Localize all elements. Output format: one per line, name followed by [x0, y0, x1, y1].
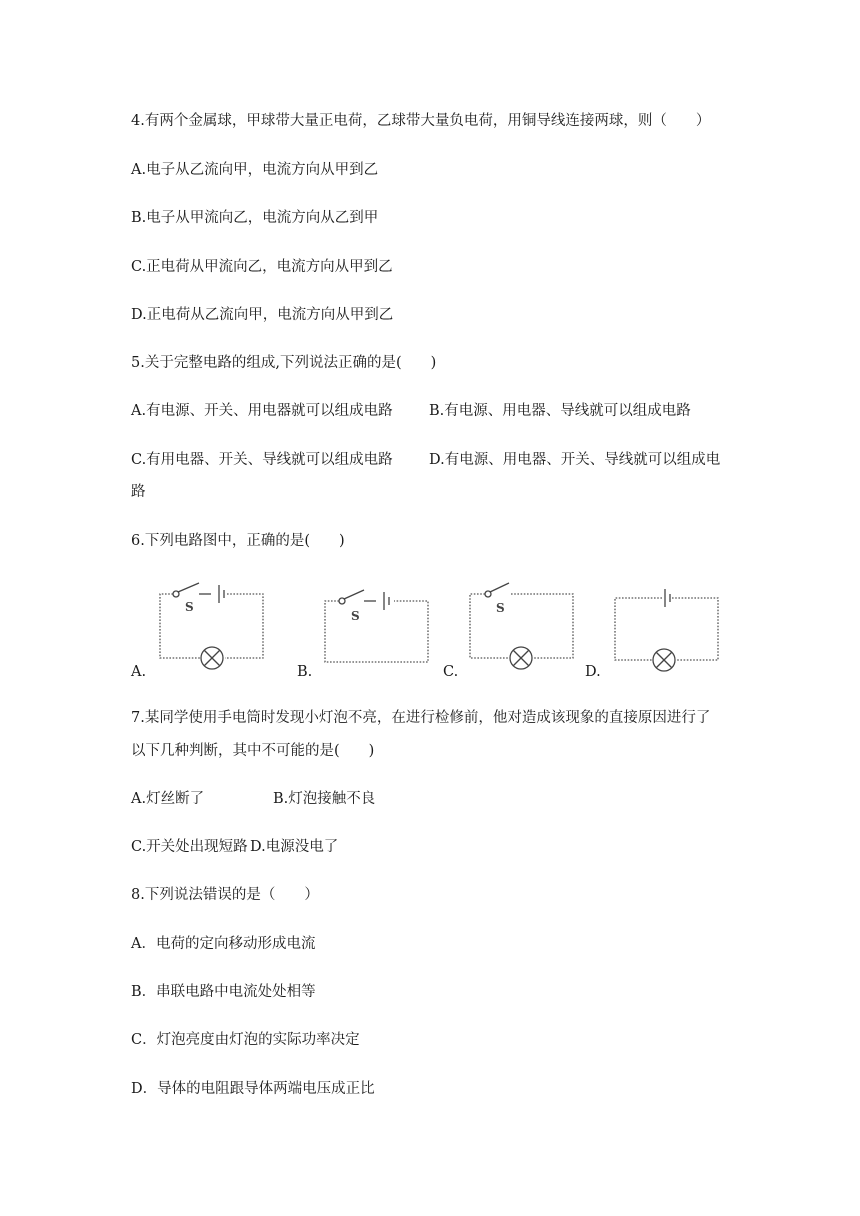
q5-option-a: A.有电源、开关、用电器就可以组成电路 — [131, 403, 393, 419]
q4-option-c: C.正电荷从甲流向乙，电流方向从甲到乙 — [131, 259, 393, 275]
q5-option-c: C.有用电器、开关、导线就可以组成电路 — [131, 452, 393, 468]
circuit-a-switch-label: S — [185, 600, 194, 614]
circuit-c-switch-blade — [490, 583, 509, 592]
q6-label-c: C. — [443, 664, 459, 680]
q8-option-b: B．串联电路中电流处处相等 — [131, 984, 316, 1000]
q4-option-d: D.正电荷从乙流向甲，电流方向从甲到乙 — [131, 307, 394, 323]
circuit-a-wire-left — [160, 594, 200, 658]
q6-stem: 6.下列电路图中，正确的是( ) — [131, 533, 345, 549]
q7-option-c: C.开关处出现短路 — [131, 839, 248, 855]
q4-option-b: B.电子从甲流向乙，电流方向从乙到甲 — [131, 210, 379, 226]
q7-stem-line2: 以下几种判断，其中不可能的是( ) — [131, 743, 375, 759]
q4-stem: 4.有两个金属球，甲球带大量正电荷，乙球带大量负电荷，用铜导线连接两球，则（ ） — [131, 113, 711, 129]
q8-stem: 8.下列说法错误的是（ ） — [131, 887, 319, 903]
q7-option-b: B.灯泡接触不良 — [273, 791, 376, 807]
q5-option-b: B.有电源、用电器、导线就可以组成电路 — [429, 403, 691, 419]
q7-option-a: A.灯丝断了 — [131, 791, 205, 807]
circuit-b-wire — [325, 601, 428, 662]
q5-stem: 5.关于完整电路的组成,下列说法正确的是( ) — [131, 355, 437, 371]
q4-option-a: A.电子从乙流向甲，电流方向从甲到乙 — [131, 162, 379, 178]
q5-option-d-wrap: 路 — [131, 484, 146, 500]
q7-stem-line1: 7.某同学使用手电筒时发现小灯泡不亮，在进行检修前，他对造成该现象的直接原因进行了 — [131, 710, 711, 726]
circuit-d-lamp-icon — [653, 649, 675, 671]
q6-label-b: B. — [297, 664, 313, 680]
circuit-c-switch-label: S — [496, 601, 505, 615]
circuit-b-switch-label: S — [351, 609, 360, 623]
circuit-c-lamp-icon — [510, 647, 532, 669]
q6-label-d: D. — [585, 664, 601, 680]
circuit-d-wire-right — [672, 598, 718, 660]
circuit-a-lamp-icon — [201, 647, 223, 669]
circuit-a-wire-right — [225, 594, 263, 658]
circuit-diagram-b — [320, 585, 435, 665]
circuit-c-wire-right — [511, 594, 573, 658]
circuit-b-switch-blade — [344, 590, 364, 599]
q8-option-a: A．电荷的定向移动形成电流 — [131, 936, 316, 952]
circuit-diagram-d — [610, 586, 725, 668]
circuit-a-switch-blade — [178, 583, 199, 592]
q8-option-c: C．灯泡亮度由灯泡的实际功率决定 — [131, 1032, 360, 1048]
q5-option-d: D.有电源、用电器、开关、导线就可以组成电 — [429, 452, 721, 468]
q8-option-d: D．导体的电阻跟导体两端电压成正比 — [131, 1081, 375, 1097]
circuit-diagram-c — [465, 578, 580, 666]
circuit-diagram-a — [155, 580, 270, 665]
q7-option-d: D.电源没电了 — [250, 839, 339, 855]
circuit-d-wire-left — [615, 598, 662, 660]
q6-label-a: A. — [131, 664, 147, 680]
